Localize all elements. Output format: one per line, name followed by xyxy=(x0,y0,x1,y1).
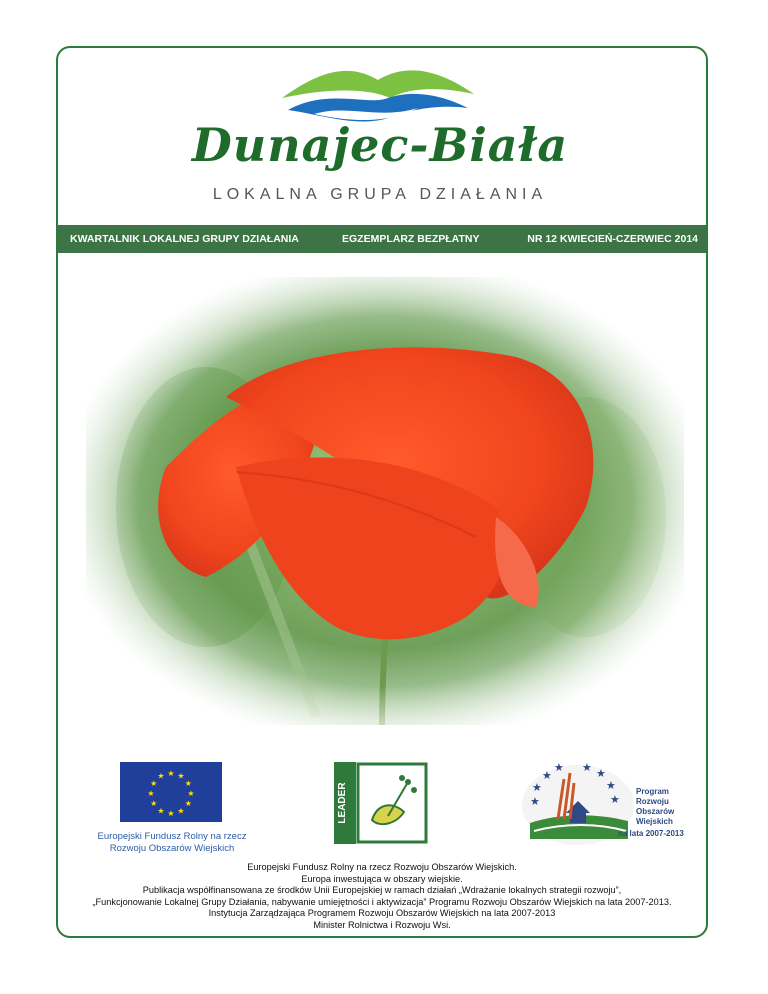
eu-star-icon: ★ xyxy=(157,806,165,816)
eu-star-icon: ★ xyxy=(177,806,185,816)
prow-logo xyxy=(520,759,690,845)
eu-star-icon: ★ xyxy=(187,789,195,798)
funding-statement xyxy=(58,862,706,931)
svg-text:★: ★ xyxy=(582,761,592,774)
masthead-subtitle: LOKALNA GRUPA DZIAŁANIA xyxy=(212,186,548,203)
prow-years: na lata 2007-2013 xyxy=(618,829,684,838)
eu-caption-line2: Rozwoju Obszarów Wiejskich xyxy=(109,843,235,854)
eu-star-icon: ★ xyxy=(150,779,158,788)
eu-star-icon: ★ xyxy=(167,769,175,778)
svg-text:★: ★ xyxy=(532,781,542,794)
footer-line: Europejski Fundusz Rolny na rzecz Rozwoju Obszarów Wiejskich. xyxy=(247,862,517,872)
eu-caption-line1: Europejski Fundusz Rolny na rzecz xyxy=(97,831,247,842)
masthead-logo xyxy=(150,58,610,208)
issue-band xyxy=(58,225,706,253)
prow-line: Rozwoju xyxy=(636,797,669,806)
leader-text: LEADER xyxy=(337,782,348,824)
poppy-photo xyxy=(86,277,684,725)
svg-text:★: ★ xyxy=(606,779,616,792)
prow-line: Wiejskich xyxy=(636,817,673,826)
eu-star-icon: ★ xyxy=(167,809,175,818)
footer-line: Publikacja współfinansowana ze środków Unii Europejskiej w ramach działań „Wdrażanie lokalnych strategii rozwoju”, xyxy=(142,885,622,895)
eu-star-icon: ★ xyxy=(147,789,155,798)
svg-text:★: ★ xyxy=(596,767,606,780)
footer-line: Instytucja Zarządzająca Programem Rozwoju Obszarów Wiejskich na lata 2007-2013 xyxy=(208,908,556,918)
svg-text:★: ★ xyxy=(542,769,552,782)
leader-logo-icon xyxy=(334,762,428,844)
prow-program-text xyxy=(636,787,674,827)
svg-text:★: ★ xyxy=(554,761,564,774)
eu-star-icon: ★ xyxy=(184,799,192,808)
eu-star-icon: ★ xyxy=(177,771,185,781)
footer-line: Europa inwestująca w obszary wiejskie. xyxy=(301,873,463,884)
band-issue-label: NR 12 KWIECIEŃ-CZERWIEC 2014 xyxy=(527,233,698,245)
eu-star-icon: ★ xyxy=(184,779,192,788)
eu-flag-icon xyxy=(120,762,222,822)
svg-text:★: ★ xyxy=(610,793,620,806)
masthead-title: Dunajec-Biała xyxy=(191,118,569,172)
footer-line: Minister Rolnictwa i Rozwoju Wsi. xyxy=(313,919,451,930)
eu-star-icon: ★ xyxy=(150,799,158,808)
eu-star-icon: ★ xyxy=(157,771,165,781)
prow-line: Obszarów xyxy=(636,807,675,816)
funding-logos xyxy=(58,755,706,855)
footer-line: „Funkcjonowanie Lokalnej Grupy Działania, nabywanie umiejętności i aktywizacja” Programu Rozwoju Obszarów Wiejskich na lata 2007-2013. xyxy=(92,896,672,907)
eu-fund-caption xyxy=(86,831,258,855)
prow-line: Program xyxy=(636,787,669,796)
band-quarterly-label: KWARTALNIK LOKALNEJ GRUPY DZIAŁANIA xyxy=(70,233,299,245)
band-free-copy-label: EGZEMPLARZ BEZPŁATNY xyxy=(342,233,480,245)
svg-text:★: ★ xyxy=(530,795,540,808)
